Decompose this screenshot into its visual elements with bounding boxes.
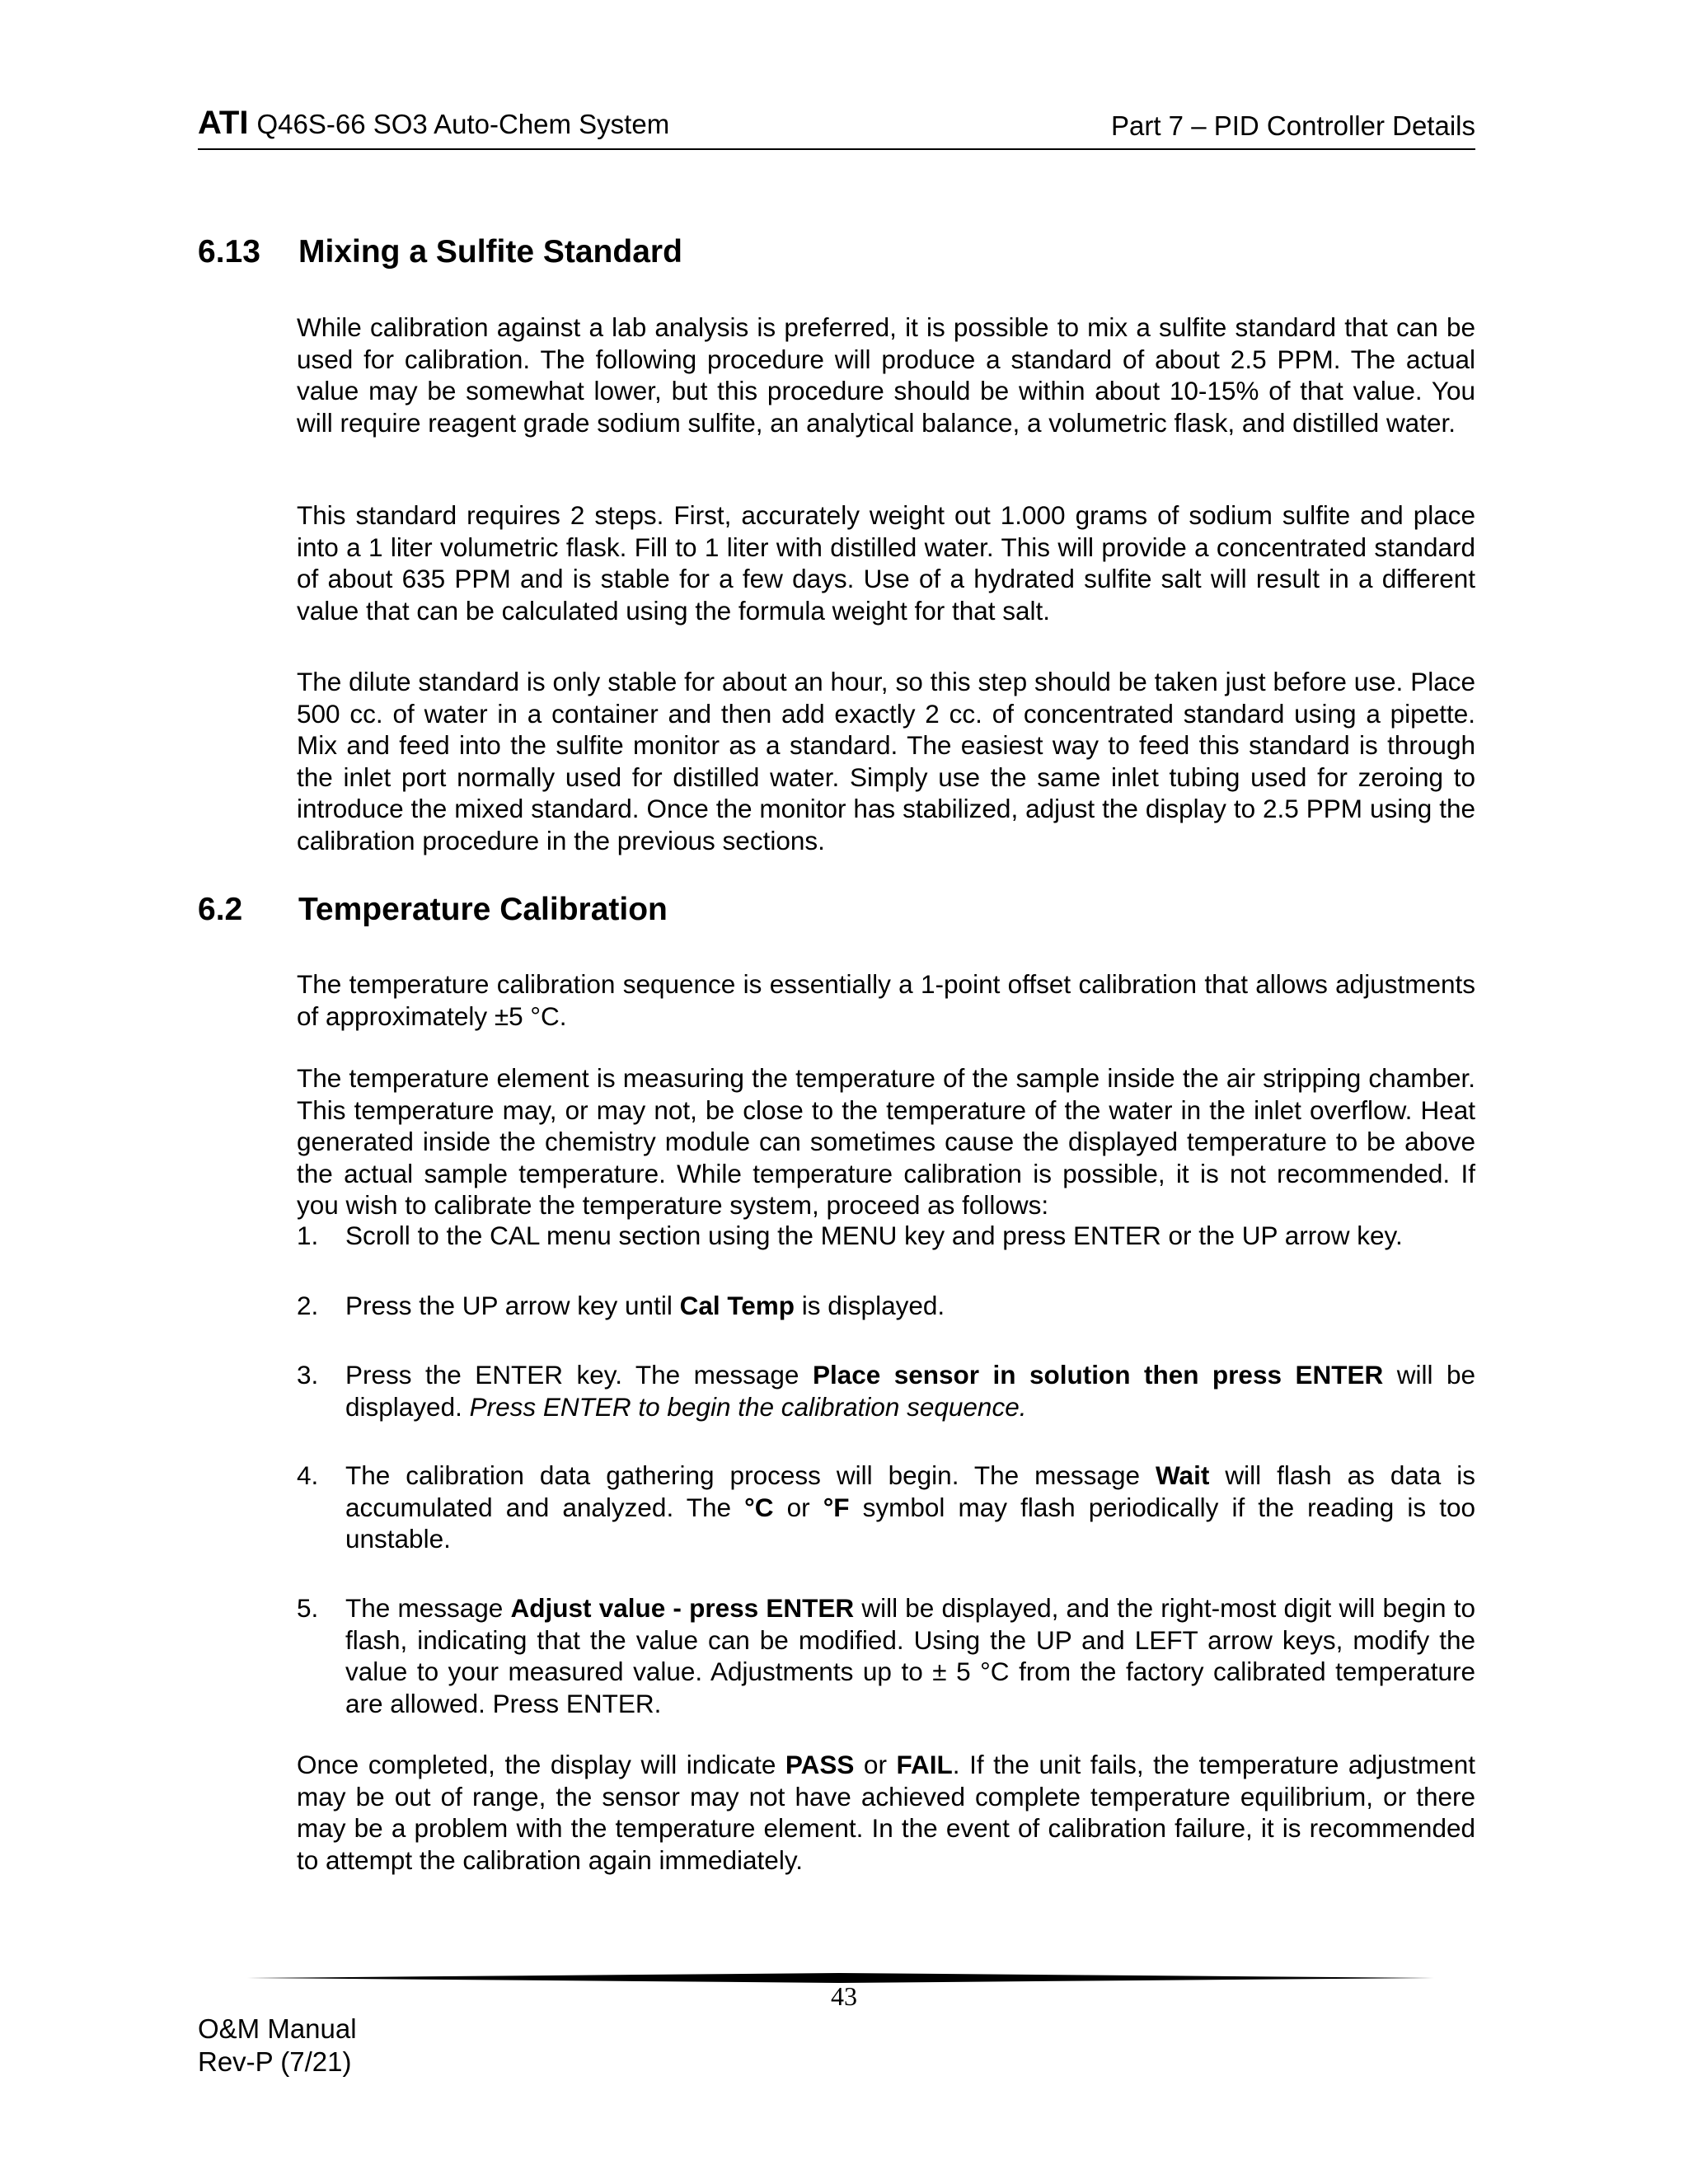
list-number: 5. — [297, 1593, 319, 1623]
page-header — [198, 104, 1475, 150]
footer-manual: O&M Manual — [198, 2013, 357, 2044]
list-text: Press the UP arrow key until Cal Temp is displayed. — [345, 1291, 945, 1320]
paragraph: The temperature calibration sequence is essentially a 1-point offset calibration that allows adjustments of approximately ±5 °C. — [297, 969, 1475, 1031]
list-number: 1. — [297, 1221, 319, 1250]
footer-info — [198, 2013, 357, 2079]
header-title: Q46S-66 SO3 Auto-Chem System — [256, 109, 670, 139]
brand-logo-text: ATI — [198, 105, 249, 141]
paragraph: The temperature element is measuring the temperature of the sample inside the air stripping chamber. This temperature may, or may not, be close to the temperature of the water in the inlet overflow. Heat generated inside the chemistry module can sometimes cause the displayed temperature to be above the actual sample temperature. While temperature calibration is possible, it is not recommended. If you wish to calibrate the temperature system, proceed as follows: — [297, 1063, 1475, 1220]
section-number: 6.2 — [198, 892, 243, 927]
section-heading-6-2 — [198, 892, 668, 928]
list-item — [297, 1290, 1475, 1322]
list-text: Scroll to the CAL menu section using the MENU key and press ENTER or the UP arrow key. — [345, 1221, 1403, 1250]
list-number: 2. — [297, 1291, 319, 1320]
page-number: 43 — [831, 1981, 857, 2011]
section-number: 6.13 — [198, 234, 260, 269]
list-text: The message Adjust value - press ENTER will be displayed, and the right-most digit will begin to flash, indicating that the value can be modified. Using the UP and LEFT arrow keys, modify the value to your measured value. Adjustments up to ± 5 °C from the factory calibrated temperature are allowed. Press ENTER. — [345, 1593, 1475, 1718]
list-number: 3. — [297, 1360, 319, 1390]
section-title: Mixing a Sulfite Standard — [298, 234, 682, 269]
section-title: Temperature Calibration — [298, 892, 668, 927]
paragraph: While calibration against a lab analysis is preferred, it is possible to mix a sulfite standard that can be used for calibration. The following procedure will produce a standard of about 2.5 PPM. The actual value may be somewhat lower, but this procedure should be within about 10-15% of that value. You will require reagent grade sodium sulfite, an analytical balance, a volumetric flask, and distilled water. — [297, 312, 1475, 438]
paragraph: Once completed, the display will indicate PASS or FAIL. If the unit fails, the temperature adjustment may be out of range, the sensor may not have achieved complete temperature equilibrium, or there may be a problem with the temperature element. In the event of calibration failure, it is recommended to attempt the calibration again immediately. — [297, 1750, 1476, 1875]
section-heading-6-13 — [198, 234, 682, 270]
list-text: The calibration data gathering process will begin. The message Wait will flash as data is accumulated and analyzed. The °C or °F symbol may flash periodically if the reading is too unstable. — [345, 1460, 1476, 1554]
list-item — [297, 1460, 1475, 1555]
list-item — [297, 1220, 1475, 1252]
header-part: Part 7 – PID Controller Details — [1110, 110, 1475, 141]
list-number: 4. — [297, 1460, 319, 1490]
list-item — [297, 1359, 1475, 1422]
header-left — [198, 105, 669, 142]
paragraph: This standard requires 2 steps. First, accurately weight out 1.000 grams of sodium sulfite and place into a 1 liter volumetric flask. Fill to 1 liter with distilled water. This will provide a concentrated standard of about 635 PPM and is stable for a few days. Use of a hydrated sulfite salt will result in a different value that can be calculated using the formula weight for that salt. — [297, 500, 1475, 626]
footer-revision: Rev-P (7/21) — [198, 2046, 352, 2077]
list-text: Press the ENTER key. The message Place sensor in solution then press ENTER will be displayed. Press ENTER to begin the calibration sequence. — [345, 1360, 1475, 1422]
list-item — [297, 1592, 1475, 1719]
paragraph: The dilute standard is only stable for about an hour, so this step should be taken just before use. Place 500 cc. of water in a container and then add exactly 2 cc. of concentrated standard using a pipette. Mix and feed into the sulfite monitor as a standard. The easiest way to feed this standard is through the inlet port normally used for distilled water. Simply use the same inlet tubing used for zeroing to introduce the mixed standard. Once the monitor has stabilized, adjust the display to 2.5 PPM using the calibration procedure in the previous sections. — [297, 667, 1475, 855]
